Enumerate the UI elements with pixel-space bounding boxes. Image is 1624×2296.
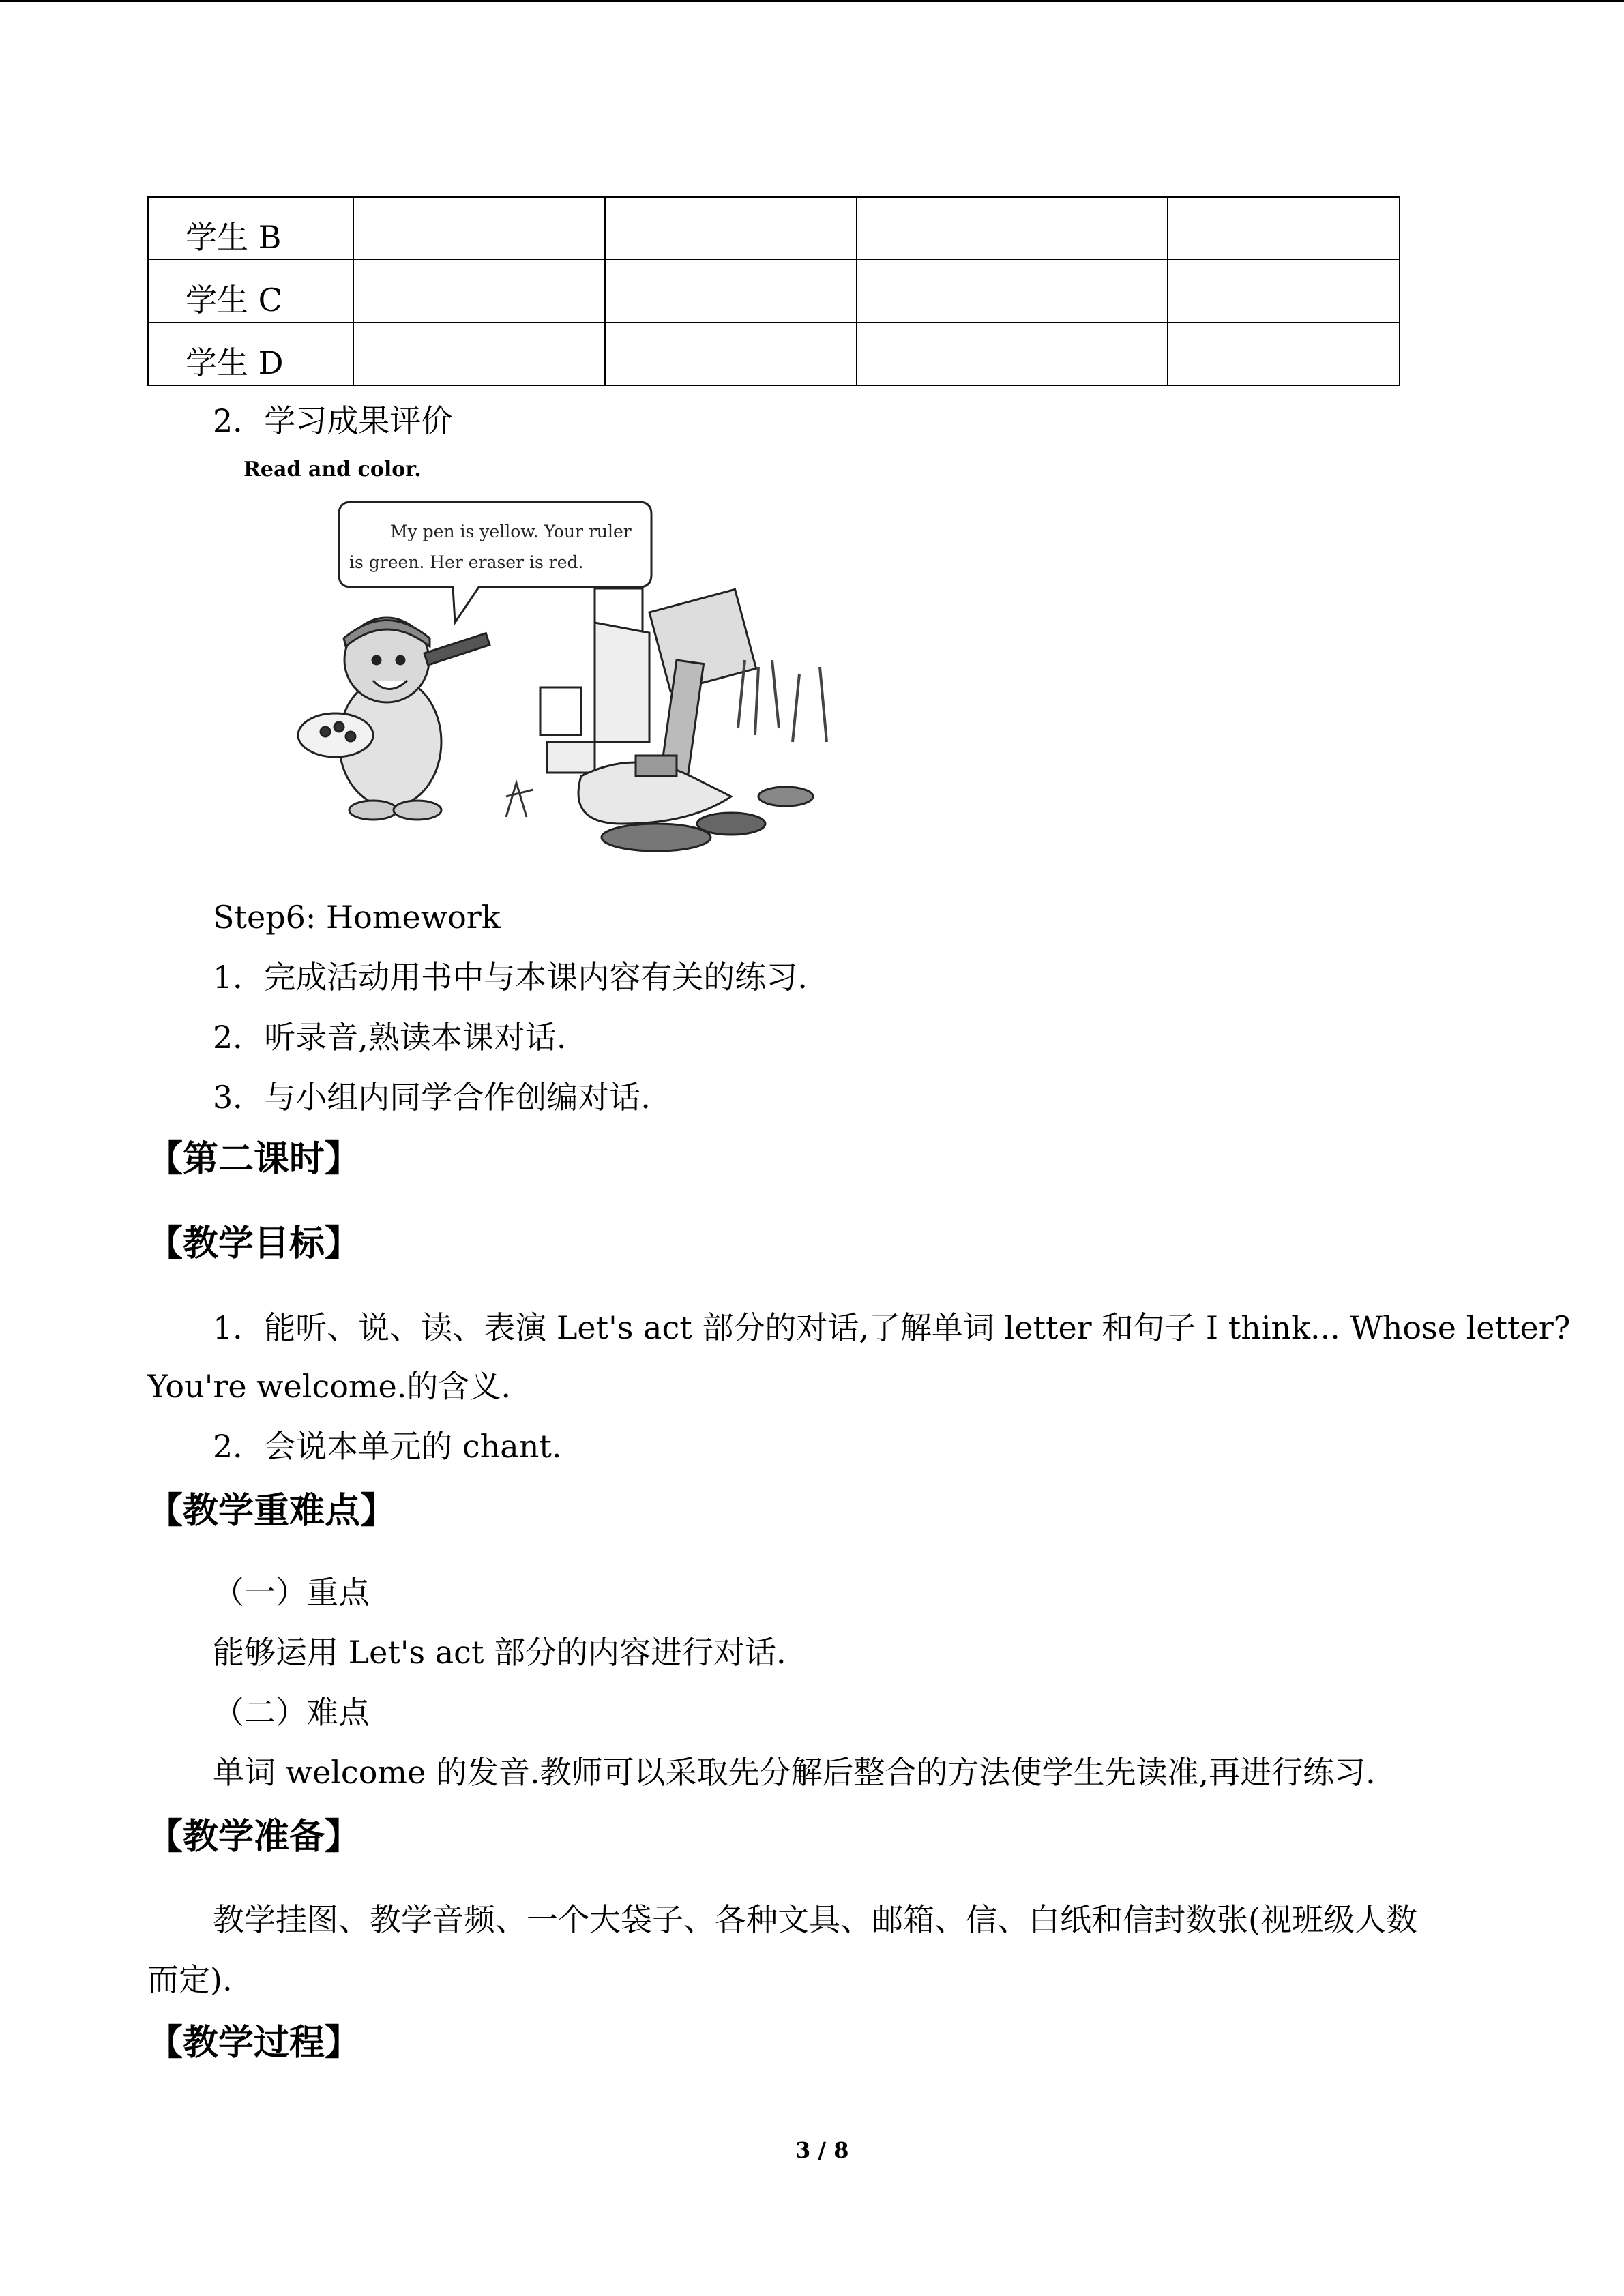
table-row-label: 学生 C (148, 260, 353, 323)
goals-heading: 【教学目标】 (147, 1223, 361, 1264)
section-title-evaluation: 2．学习成果评价 (213, 402, 453, 439)
step6-title: Step6: Homework (213, 899, 501, 936)
exercise-illustration (213, 456, 895, 859)
page-number: 3 / 8 (795, 2137, 849, 2163)
bubble-line-2: is green. Her eraser is red. (349, 552, 584, 572)
difficulty-label: （二）难点 (213, 1694, 370, 1731)
preparation-line-1: 教学挂图、教学音频、一个大袋子、各种文具、邮箱、信、白纸和信封数张(视班级人数 (213, 1901, 1417, 1938)
evaluation-table (147, 196, 1400, 386)
bubble-line-1: My pen is yellow. Your ruler (390, 522, 632, 541)
stationery-landscape-icon (506, 588, 827, 851)
lesson-heading: 【第二课时】 (147, 1139, 361, 1180)
process-heading: 【教学过程】 (147, 2023, 361, 2063)
table-row-label: 学生 D (148, 323, 353, 385)
table-row (148, 260, 1400, 323)
homework-item: 1．完成活动用书中与本课内容有关的练习. (213, 959, 808, 996)
table-row (148, 197, 1400, 260)
table-row-label: 学生 B (148, 197, 353, 260)
goal-2: 2．会说本单元的 chant. (213, 1428, 562, 1465)
exercise-instruction: Read and color. (243, 458, 422, 481)
preparation-line-2: 而定). (147, 1961, 233, 1998)
difficulty-text: 单词 welcome 的发音.教师可以采取先分解后整合的方法使学生先读准,再进行练习. (213, 1754, 1376, 1791)
preparation-heading: 【教学准备】 (147, 1817, 361, 1858)
key-point-label: （一）重点 (213, 1574, 370, 1611)
goal-1-line-2: You're welcome.的含义. (147, 1368, 512, 1405)
turtle-character-icon (298, 618, 490, 820)
key-difficulty-heading: 【教学重难点】 (147, 1491, 396, 1532)
homework-item: 2．听录音,熟读本课对话. (213, 1019, 567, 1056)
goal-1-line-1: 1．能听、说、读、表演 Let's act 部分的对话,了解单词 letter 和句子 I think... Whose letter? (213, 1309, 1571, 1346)
homework-item: 3．与小组内同学合作创编对话. (213, 1079, 651, 1116)
table-row (148, 323, 1400, 385)
key-point-text: 能够运用 Let's act 部分的内容进行对话. (213, 1634, 786, 1671)
page-top-border (0, 0, 1624, 2)
